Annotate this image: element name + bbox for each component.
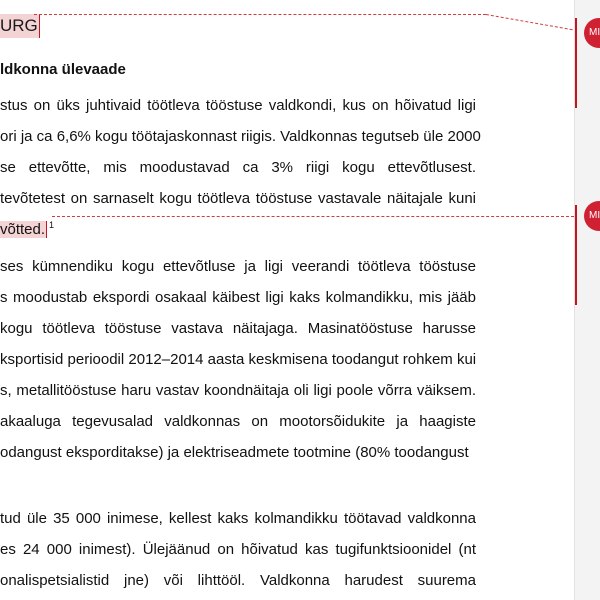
text-line: akaaluga tegevusalad valdkonnas on mootorsõidukite ja haagiste [0,413,476,430]
comment-range-bar [575,205,577,305]
comment-balloon[interactable]: MI [584,201,600,231]
comment-markup-pane [574,0,600,600]
text-line: s, metallitööstuse haru vastav koondnäitaja oli ligi poole võrra väiksem. [0,382,476,399]
text-line: se ettevõtte, mis moodustavad ca 3% riigi kogu ettevõtlusest. [0,159,476,176]
section-heading-commented[interactable]: URG [0,14,40,38]
text-line: tud üle 35 000 inimese, kellest kaks kolmandikku töötavad valdkonna [0,510,476,527]
text-line: stus on üks juhtivaid töötleva tööstuse valdkondi, kus on hõivatud ligi [0,97,476,114]
comment-range-bar [575,18,577,108]
comment-leader-line [34,14,486,15]
comment-balloon[interactable]: MI [584,18,600,48]
text-line: s moodustab ekspordi osakaal käibest ligi kaks kolmandikku, mis jääb [0,289,476,306]
text-line: odangust eksporditakse) ja elektriseadmete tootmine (80% toodangust [0,444,469,461]
comment-leader-line [486,14,573,30]
text-line: es 24 000 inimest). Ülejäänud on hõivatud kas tugifunktsioonidel (nt [0,541,476,558]
text-line [0,214,476,245]
paragraph [0,251,476,468]
comment-anchor-text[interactable]: võtted. [0,221,46,238]
footnote-reference[interactable]: 1 [49,220,55,230]
subheading: ldkonna ülevaade [0,61,126,78]
text-line: kogu töötleva tööstuse vastava näitajaga. Masinatööstuse harusse [0,320,476,337]
paragraph [0,90,481,245]
text-line: tevõtetest on sarnaselt kogu töötleva tööstuse vastavale näitajale kuni [0,190,476,207]
paragraph [0,503,476,596]
text-line: ksportisid perioodil 2012–2014 aasta keskmisena toodangut rohkem kui [0,351,477,368]
comment-leader-line [52,216,574,217]
text-line: onalispetsialistid jne) või lihttööl. Valdkonna harudest suurema [0,572,476,589]
text-line: ori ja ca 6,6% kogu töötajaskonnast riigis. Valdkonnas tegutseb üle 2000 [0,128,481,145]
text-line: ses kümnendiku kogu ettevõtluse ja ligi veerandi töötleva tööstuse [0,258,476,275]
